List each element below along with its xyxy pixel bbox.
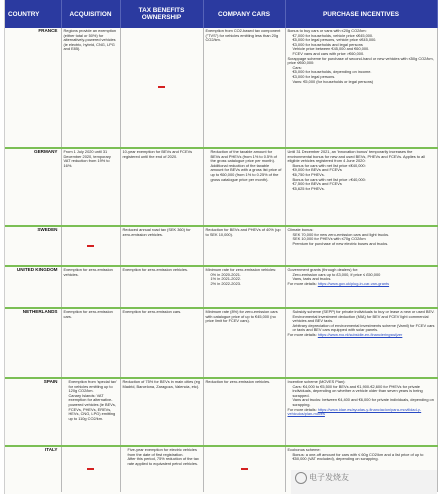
company-cars-cell: Reduction for BEVs and PHEVs of 40% (up to SEK 10,000).	[203, 226, 285, 266]
purchase-intro: Climate bonus:	[287, 227, 314, 232]
list-item: • 2% in 2022-2023.	[211, 282, 283, 287]
list-item: • FCEV vans and cars with price >€60,000.	[293, 52, 435, 57]
ownership-cell	[120, 446, 203, 492]
acquisition-list	[64, 380, 118, 421]
country-name: SWEDEN	[5, 226, 61, 266]
details-link[interactable]: https://www.gov.uk/plug-in-car-van-grants	[317, 280, 390, 286]
country-name: ITALY	[5, 446, 61, 492]
purchase-cell	[285, 226, 437, 266]
list-item: • Reduction of the taxable amount for BEVs and PHEVs (from 1% to 0.5% of the gross catalogue price per month).	[211, 150, 283, 164]
ownership-cell: Reduction of 75% for BEVs in main cities (eg Madrid, Barcelona, Zaragoza, Valencia, etc).	[120, 378, 203, 446]
details-line	[288, 333, 435, 338]
ownership-cell: Reduced annual road tax (SEK 360) for zero-emission vehicles.	[120, 226, 203, 266]
list-item: • Vans, taxis and trucks.	[293, 277, 435, 282]
purchase-outro: Scrappage scheme for purchase of second-hand or new vehicles with ≤50g CO2/km, price ≤€60,000:	[287, 55, 434, 66]
list-item: • Bonus for cars with net list price ≤€40,000:	[293, 164, 435, 169]
table-row-france	[5, 28, 437, 148]
table-row-sweden	[5, 226, 437, 266]
ownership-cell: Exemption for zero-emission cars.	[120, 308, 203, 378]
acquisition-cell: Exemption for zero-emission vehicles.	[61, 266, 120, 308]
list-item: • €5,000 for legal persons, vehicle price ≤€45,000.	[293, 38, 435, 43]
list-item: • Subsidy scheme (SEPP) for private individuals to buy or lease a new or used BEV.	[293, 310, 435, 315]
ownership-cell	[120, 28, 203, 148]
country-name: SPAIN	[5, 378, 61, 446]
list-item: • Cars: €4,000 to €5,500 for BEVs and €1,900-€2,600 for PHEVs for private individuals, depending on whether a vehicle older than seven years is being scrapped.	[293, 385, 435, 399]
purchase-intro: Incentive scheme (MOVES Plan):	[287, 379, 346, 384]
list-item: • Canary Islands: VAT exemption for alternative-powered vehicles (ie BEVs, FCEVs, PHEVs, EREVs, HEVs, CNG, LPG) emitting up to 110g CO2/km.	[69, 394, 118, 422]
company-cars-cell	[203, 446, 285, 492]
company-cars-cell	[203, 148, 285, 226]
details-label: For more details:	[287, 406, 317, 412]
purchase-intro: Government grants (through dealers) for:	[287, 267, 359, 272]
purchase-list-2	[288, 66, 435, 84]
details-link[interactable]: https://www.rvo.nl/subsidie-en-financieringswijzer	[317, 331, 403, 337]
purchase-list	[288, 233, 435, 247]
list-item: • €9,000 for BEVs and FCEVs	[293, 168, 435, 173]
company-cars-list	[206, 273, 283, 287]
purchase-cell	[285, 308, 437, 378]
acquisition-cell: From 1 July 2020 until 31 December 2020, temporary VAT reduction from 19% to 16%.	[61, 148, 120, 226]
list-item: • Zero-emission cars up to £3,000, if price ≤ £50,000	[293, 273, 435, 278]
purchase-cell	[285, 266, 437, 308]
company-cars-cell: Reduction for zero-emission vehicles.	[203, 378, 285, 446]
ownership-cell: Exemption for zero-emission vehicles.	[120, 266, 203, 308]
list-item: • €5,625 for PHEVs.	[293, 187, 435, 192]
table-row-united-kingdom	[5, 266, 437, 308]
not-applicable-dash	[87, 245, 94, 247]
purchase-cell	[285, 148, 437, 226]
company-cars-cell	[203, 266, 285, 308]
purchase-cell	[285, 28, 437, 148]
list-item: • €3,000 for legal persons.	[293, 75, 435, 80]
header-country: COUNTRY	[5, 0, 61, 28]
header-tax-ownership: TAX BENEFITS OWNERSHIP	[120, 0, 203, 28]
list-item: • €5,000 for households, depending on income.	[293, 70, 435, 75]
list-item: • SEK 70,000 for new zero-emission cars and light trucks.	[293, 233, 435, 238]
list-item: • Bonus: a one-off amount for cars with ≤ 60g CO2/km and a list price of up to €50,000 (VAT excluded), depending on scrapping.	[293, 453, 435, 462]
list-item: • Vans: €5,000 (for households or legal persons)	[293, 80, 435, 85]
company-cars-intro: Minimum rate for zero-emission vehicles:	[205, 267, 277, 272]
acquisition-cell: Regions provide an exemption (either total or 50%) for alternatively-powered vehicles (ie electric, hybrid, CNG, LPG and E85).	[61, 28, 120, 148]
watermark-logo-icon	[295, 472, 307, 484]
watermark-text: 电子发烧友	[309, 473, 349, 482]
header-purchase-incentives: PURCHASE INCENTIVES	[285, 0, 437, 28]
ownership-list	[123, 448, 201, 466]
list-item: • Exemption from 'special tax' for vehicles emitting up to 120g CO2/km.	[69, 380, 118, 394]
purchase-cell	[285, 378, 437, 446]
list-item: • Additional reduction of the taxable amount for BEVs with a gross list price of up to €60,000 (from 1% to 0.25% of the gross catalogue price per month).	[211, 164, 283, 182]
list-item: • €6,750 for PHEVs.	[293, 173, 435, 178]
table-row-spain	[5, 378, 437, 446]
details-label: For more details:	[287, 331, 317, 337]
table-row-netherlands	[5, 308, 437, 378]
purchase-list	[288, 310, 435, 333]
ownership-cell: 10-year exemption for BEVs and FCEVs registered until the end of 2020.	[120, 148, 203, 226]
purchase-list	[288, 34, 435, 57]
table-row-germany	[5, 148, 437, 226]
company-cars-cell: Minimum rate (8%) for zero-emission cars with catalogue price of up to €45,000 (no price limit for FCEV cars).	[203, 308, 285, 378]
purchase-list	[288, 385, 435, 408]
list-item: • Vehicle price between €45,000 and €60,000.	[293, 47, 435, 52]
incentives-table	[5, 0, 438, 492]
incentives-table-sheet	[4, 0, 437, 494]
details-link[interactable]: https://www.idae.es/ayudas-y-financiacion/para-movilidad-y-vehiculos/plan-moves	[287, 406, 422, 417]
details-line	[288, 408, 435, 417]
acquisition-cell	[61, 226, 120, 266]
country-name: FRANCE	[5, 28, 61, 148]
company-cars-list	[206, 150, 283, 182]
list-item: • Vans and trucks: between €4,400 and €6,000 for private individuals, depending on scrapping.	[293, 398, 435, 407]
details-label: For more details:	[287, 280, 317, 286]
not-applicable-dash	[158, 86, 165, 88]
list-item: • €3,000 for households and legal persons	[293, 43, 435, 48]
list-item: • 1% in 2021-2022.	[211, 277, 283, 282]
details-line	[288, 282, 435, 287]
list-item: • Premium for purchase of new electric buses and trucks.	[293, 242, 435, 247]
purchase-intro: Ecobonus scheme:	[287, 447, 321, 452]
acquisition-cell	[61, 446, 120, 492]
list-item: • After this period, 75% reduction of the tax rate applied to equivalent petrol vehicles.	[128, 457, 201, 466]
list-item: • Arbitrary depreciation of environmental investments scheme (Vamil) for FCEV cars or taxis and BEV cars equipped with solar panels.	[293, 324, 435, 333]
list-item: • Cars:	[293, 66, 435, 71]
country-name: UNITED KINGDOM	[5, 266, 61, 308]
acquisition-cell	[61, 378, 120, 446]
country-name: GERMANY	[5, 148, 61, 226]
list-item: • Environmental investment deduction (MIA) for BEV and FCEV light commercial vehicles and BEV taxis.	[293, 315, 435, 324]
list-item: • €7,000 for households, vehicle price ≤€45,000.	[293, 34, 435, 39]
header-company-cars: COMPANY CARS	[203, 0, 285, 28]
list-item: • 0% in 2020-2021.	[211, 273, 283, 278]
purchase-intro: Bonus to buy cars or vans with ≤20g CO2/km:	[287, 28, 367, 33]
list-item: • Five-year exemption for electric vehicles from the date of first registration.	[128, 448, 201, 457]
list-item: • €7,500 for BEVs and FCEVs	[293, 182, 435, 187]
company-cars-cell: Exemption from CO2-based tax component ("TVS") for vehicles emitting less than 20g CO2/km.	[203, 28, 285, 148]
list-item: • SEK 10,000 for PHEVs with ≤70g CO2/km	[293, 237, 435, 242]
country-name: NETHERLANDS	[5, 308, 61, 378]
header-acquisition: ACQUISITION	[61, 0, 120, 28]
purchase-intro: Until 31 December 2021, an 'innovation bonus' temporarily increases the environmental bonus for new and used BEVs, PHEVs and FCEVs. Applies to all eligible vehicles registered from 4 June 2020:	[287, 149, 426, 164]
not-applicable-dash	[241, 468, 248, 470]
acquisition-cell: Exemption for zero-emission cars.	[61, 308, 120, 378]
list-item: • Bonus for cars with net list price >€40,000:	[293, 178, 435, 183]
header-row	[5, 0, 437, 28]
purchase-list	[288, 164, 435, 192]
purchase-list	[288, 453, 435, 462]
not-applicable-dash	[87, 468, 94, 470]
